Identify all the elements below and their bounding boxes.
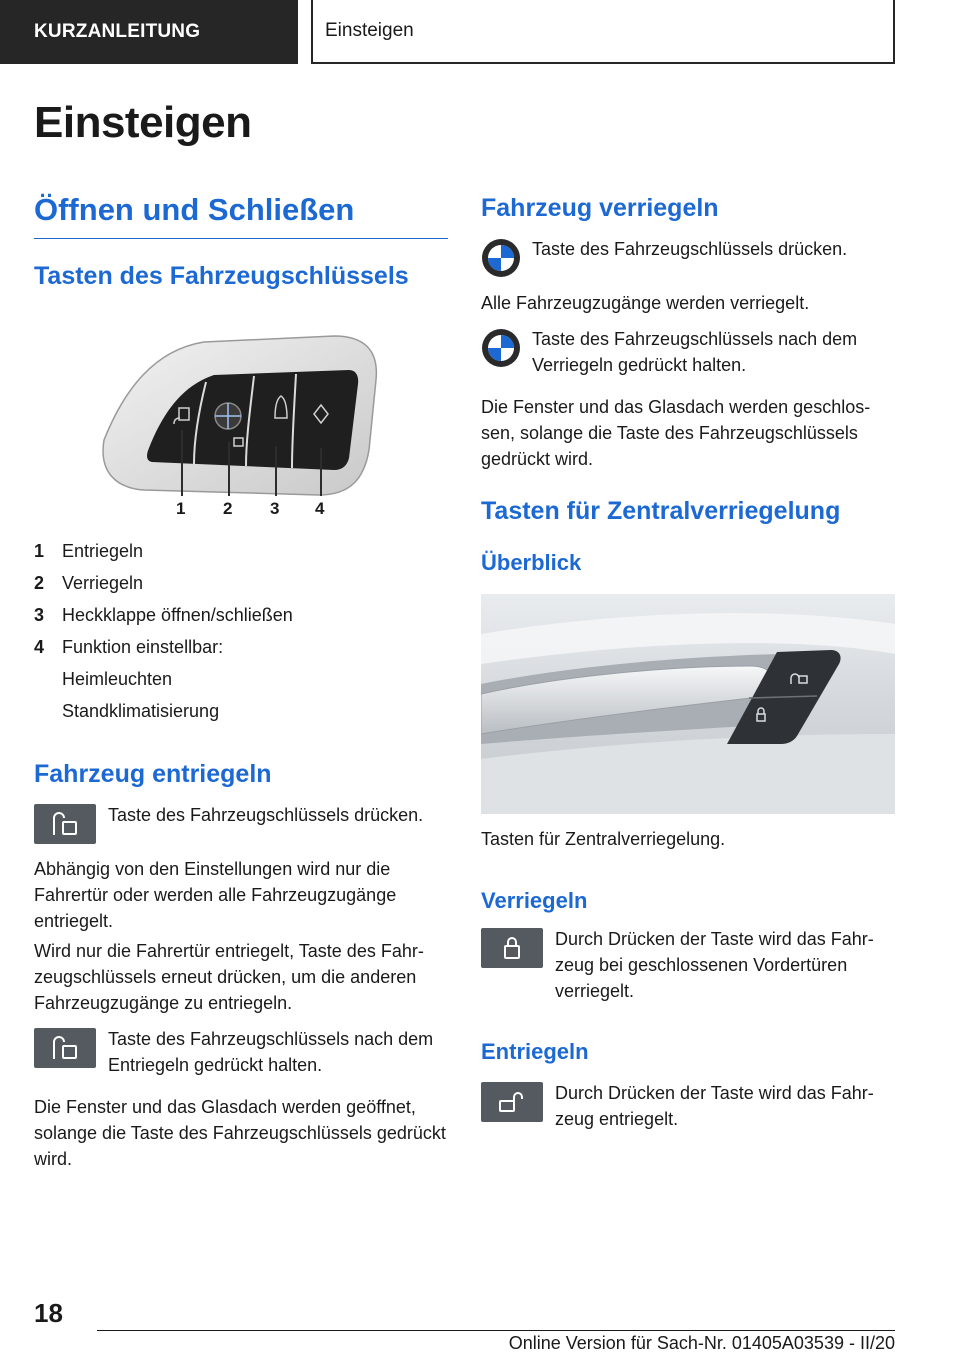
unlock-button-icon [34, 804, 96, 844]
unlock-paragraph-3: Die Fenster und das Glasdach werden geöffnet, solange die Taste des Fahrzeugschlüssels gedrückt wird. [34, 1097, 446, 1169]
heading-unlock: Entriegeln [481, 1039, 589, 1064]
unlock-button-icon [481, 1082, 543, 1122]
header-chapter-tab [311, 0, 895, 64]
footer-version-line: Online Version für Sach-Nr. 01405A03539 - II/20 [508, 1333, 895, 1353]
header-section-label: KURZANLEITUNG [34, 21, 201, 42]
key-fob-label-4: 4 [315, 499, 325, 518]
key-fob-label-1: 1 [176, 499, 186, 518]
legend-subitem: Heimleuchten [62, 669, 173, 689]
photo-caption: Tasten für Zentralverriegelung. [481, 829, 726, 849]
page-title: Einsteigen [34, 98, 252, 147]
key-fob-label-3: 3 [270, 499, 280, 518]
header-chapter-label: Einsteigen [325, 20, 414, 41]
footer-divider [97, 1330, 895, 1331]
header-section-tab [0, 0, 298, 64]
heading-key-buttons: Tasten des Fahrzeugschlüssels [34, 262, 409, 290]
central-lock-instruction: Durch Drücken der Taste wird das Fahrzeug bei geschlossenen Vordertüren verriegelt. [481, 926, 895, 1004]
unlock-paragraph-2: Wird nur die Fahrertür entriegelt, Taste des Fahrzeugschlüssels erneut drücken, um die anderen Fahrzeugzugänge zu entriegeln. [34, 941, 424, 1013]
section-heading-open-close: Öffnen und Schließen [34, 192, 448, 239]
unlock-hold-instruction: Taste des Fahrzeugschlüssels nach dem Entriegeln gedrückt halten. [34, 1026, 448, 1078]
lock-button-icon [481, 928, 543, 968]
bmw-key-button-icon [481, 238, 521, 278]
heading-central-locking: Tasten für Zentralverriegelung [481, 497, 841, 525]
unlock-button-icon [34, 1028, 96, 1068]
lock-hold-instruction: Taste des Fahrzeugschlüssels nach dem Verriegeln gedrückt halten. [481, 326, 895, 378]
lock-paragraph-2: Die Fenster und das Glasdach werden geschlossen, solange die Taste des Fahrzeugschlüssels gedrückt wird. [481, 397, 871, 469]
legend-item: 2 Verriegeln [34, 573, 144, 593]
central-unlock-instruction: Durch Drücken der Taste wird das Fahrzeug entriegelt. [481, 1080, 895, 1132]
unlock-paragraph-1: Abhängig von den Einstellungen wird nur die Fahrertür oder werden alle Fahrzeugzugänge entriegelt. [34, 859, 397, 931]
page-number: 18 [34, 1298, 63, 1328]
legend-item: 1 Entriegeln [34, 541, 144, 561]
heading-lock-vehicle: Fahrzeug verriegeln [481, 194, 719, 222]
key-fob-label-2: 2 [223, 499, 233, 518]
door-panel-photo [481, 594, 895, 814]
legend-subitem: Standklimatisierung [62, 701, 220, 721]
lock-paragraph-1: Alle Fahrzeugzugänge werden verriegelt. [481, 293, 810, 313]
unlock-press-instruction: Taste des Fahrzeugschlüssels drücken. [34, 802, 448, 842]
heading-lock: Verriegeln [481, 888, 588, 913]
heading-unlock-vehicle: Fahrzeug entriegeln [34, 760, 272, 788]
legend-item: 3 Heckklappe öffnen/schließen [34, 605, 293, 625]
bmw-key-button-icon [481, 328, 521, 368]
legend-item: 4 Funktion einstellbar: [34, 637, 224, 657]
heading-overview: Überblick [481, 550, 582, 575]
lock-press-instruction: Taste des Fahrzeugschlüssels drücken. [481, 236, 895, 276]
key-fob-illustration [94, 330, 394, 520]
key-legend-list [34, 538, 448, 730]
